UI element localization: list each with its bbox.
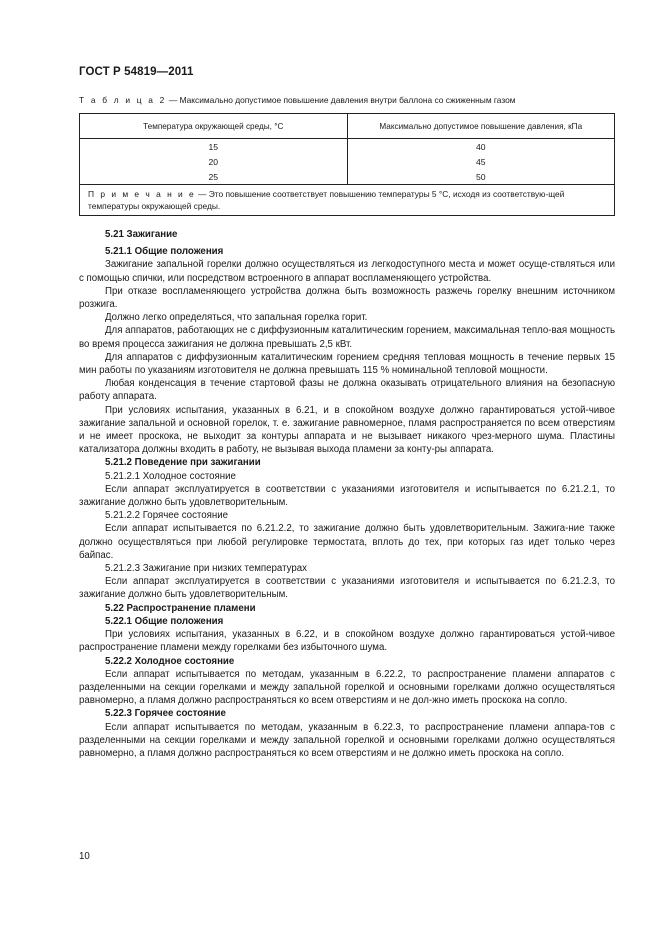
- table-row: [80, 169, 615, 185]
- paragraph: Если аппарат эксплуатируется в соответствии с указаниями изготовителя и испытывается по 6.21.2.3, то зажигание должно быть удовлетворительным.: [79, 576, 615, 601]
- paragraph: Для аппаратов с диффузионным каталитическим горением средняя тепловая мощность в течение первых 15 мин работы по указаниям изготовителя не должна превышать 115 % номинальной тепловой мощности.: [79, 351, 615, 377]
- subsection-heading: 5.22.2 Холодное состояние: [105, 655, 235, 667]
- table-caption-label: Т а б л и ц а 2: [79, 95, 167, 105]
- cell-temperature: 15: [80, 139, 348, 155]
- table-note-text: — Это повышение соответствует повышению температуры 5 °С, исходя из соответствую-щей температуры окружающей среды.: [88, 189, 565, 211]
- clause-heading: 5.21.2.3 Зажигание при низких температурах: [105, 563, 307, 575]
- paragraph: Если аппарат испытывается по методам, указанным в 6.22.2, то распространение пламени аппаратов с разделенными на секции горелками и между запальной горелкой и основными горелками должно осуществляться равномерно, а пламя должно распространяться ко всем отверстиям и не дол-жно иметь проскока на сопло.: [79, 668, 615, 707]
- table-row: [80, 139, 615, 155]
- paragraph: При отказе воспламеняющего устройства должна быть возможность разжечь горелку внешним источником розжига.: [79, 285, 615, 311]
- clause-heading: 5.21.2.1 Холодное состояние: [105, 470, 236, 482]
- paragraph: Для аппаратов, работающих не с диффузионным каталитическим горением, максимальная тепло-вая мощность во время процесса зажигания не должна превышать 2,5 кВт.: [79, 325, 615, 350]
- document-body: [79, 228, 615, 760]
- page-number: 10: [79, 851, 90, 862]
- paragraph: Любая конденсация в течение стартовой фазы не должна оказывать отрицательного влияния на безопасную работу аппарата.: [79, 378, 615, 403]
- table-note-label: П р и м е ч а н и е: [88, 189, 196, 199]
- column-header-temperature: Температура окружающей среды, °С: [80, 114, 348, 139]
- table-row: [80, 154, 615, 169]
- paragraph: Если аппарат испытывается по 6.21.2.2, то зажигание должно быть удовлетворительным. Зажига-ние также должно осуществляться при любой регулировке термостата, вплоть до тех, при которых газ идет только через байпас.: [79, 523, 615, 561]
- paragraph: Должно легко определяться, что запальная горелка горит.: [105, 312, 368, 324]
- cell-pressure: 45: [347, 154, 615, 169]
- table-caption-text: — Максимально допустимое повышение давления внутри баллона со сжиженным газом: [166, 95, 516, 105]
- table-header-row: [80, 114, 615, 139]
- subsection-heading: 5.21.2 Поведение при зажигании: [105, 457, 261, 469]
- subsection-heading: 5.22.3 Горячее состояние: [105, 708, 226, 720]
- paragraph: Если аппарат испытывается по методам, указанным в 6.22.3, то распространение пламени аппара-тов с разделенными на секции горелками и между запальной горелкой и основными горелками должно осуществляться равномерно, а пламя должно распространяться ко всем отверстиям и не должно иметь проскока на сопло.: [79, 721, 615, 759]
- cell-pressure: 40: [347, 139, 615, 155]
- table-note: [80, 185, 615, 216]
- pressure-table: [79, 113, 615, 216]
- subsection-heading: 5.22.1 Общие положения: [105, 615, 224, 627]
- paragraph: Если аппарат эксплуатируется в соответствии с указаниями изготовителя и испытывается по 6.21.2.1, то зажигание должно быть удовлетворительным.: [79, 483, 615, 509]
- section-heading: 5.22 Распространение пламени: [105, 602, 256, 614]
- standard-header: ГОСТ Р 54819—2011: [79, 66, 194, 78]
- clause-heading: 5.21.2.2 Горячее состояние: [105, 510, 229, 522]
- column-header-pressure: Максимально допустимое повышение давления, кПа: [347, 114, 615, 139]
- subsection-heading: 5.21.1 Общие положения: [105, 246, 224, 258]
- table-note-row: [80, 185, 615, 216]
- cell-temperature: 25: [80, 169, 348, 185]
- section-heading: 5.21 Зажигание: [105, 229, 178, 240]
- cell-temperature: 20: [80, 154, 348, 169]
- table-caption: [79, 95, 589, 105]
- paragraph: При условиях испытания, указанных в 6.21, и в спокойном воздухе должно гарантироваться устой-чивое зажигание запальной и основной горелок, т. е. зажигание равномерное, пламя распространяется по всем отверстиям и не имеет проскока, не выходит за контуры аппарата и не вызывает никакого чрез-мерного шума. Пластины катализатора должны входить в работу, не вызывая выхода пламени за конту-ры аппарата.: [79, 404, 615, 456]
- cell-pressure: 50: [347, 169, 615, 185]
- paragraph: Зажигание запальной горелки должно осуществляться из легкодоступного места и может осуще-ствляться или с помощью спички, или посредством встроенного в аппарат воспламеняющего устройства.: [79, 259, 615, 284]
- paragraph: При условиях испытания, указанных в 6.22, и в спокойном воздухе должно гарантироваться устой-чивое распространение пламени между горелками без избыточного шума.: [79, 629, 615, 654]
